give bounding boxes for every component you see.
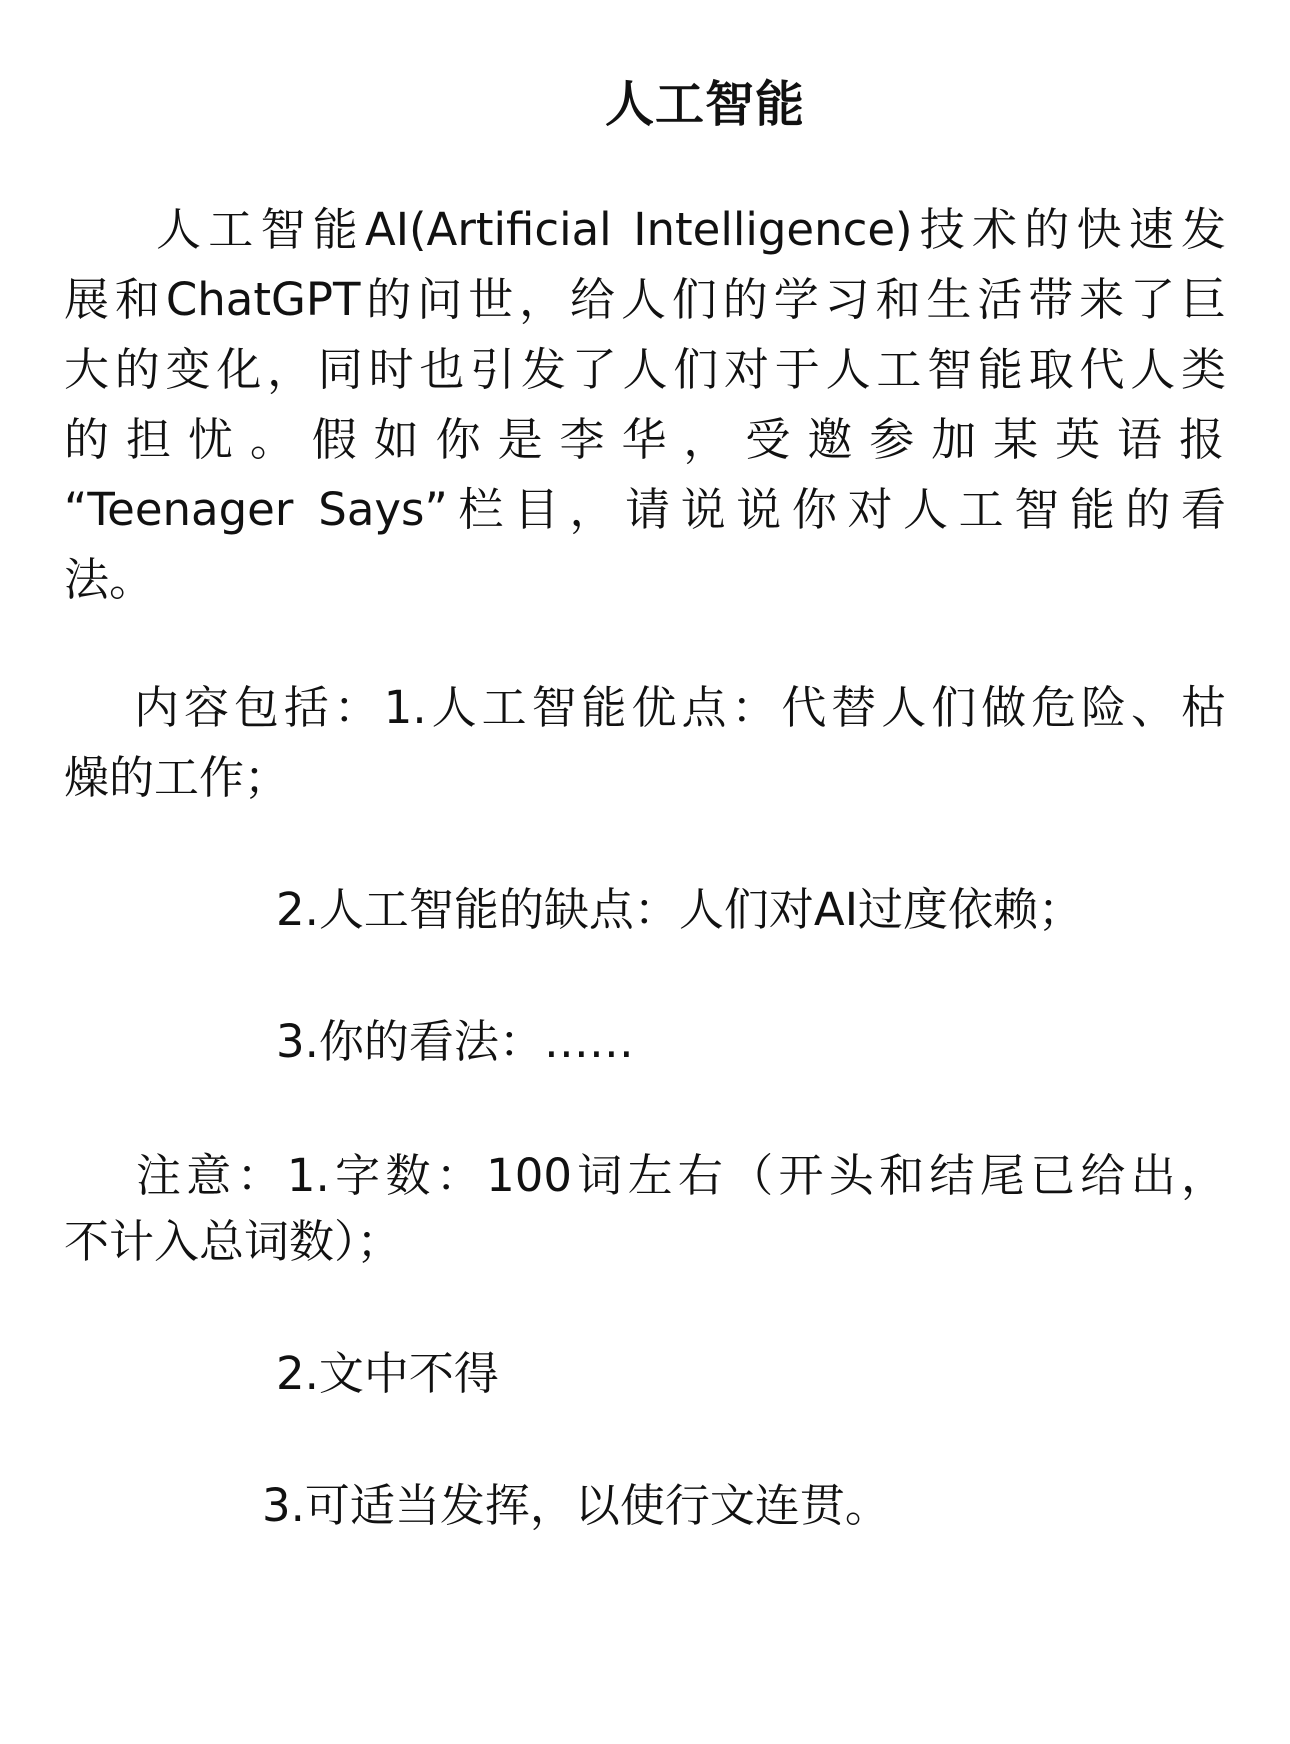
content-line-1: 内容包括：1.人工智能优点：代替人们做危险、枯 — [134, 681, 1226, 734]
note-line-2: 不计入总词数）； — [64, 1215, 402, 1268]
note-line-1: 注意：1.字数：100词左右（开头和结尾已给出， — [136, 1149, 1226, 1202]
prompt-line-1: 人工智能AI(Artificial Intelligence)技术的快速发 — [156, 203, 1226, 256]
prompt-line-6: 法。 — [64, 553, 155, 606]
content-line-2: 燥的工作； — [64, 751, 290, 804]
prompt-line-3: 大的变化，同时也引发了人们对于人工智能取代人类 — [64, 343, 1226, 396]
note-point-2: 2.文中不得 — [276, 1347, 499, 1400]
page-title: 人工智能 — [604, 76, 805, 133]
content-point-3: 3.你的看法：…… — [276, 1015, 634, 1068]
prompt-line-4: 的担忧。假如你是李华，受邀参加某英语报 — [64, 413, 1226, 466]
content-point-2: 2.人工智能的缺点：人们对AI过度依赖； — [276, 883, 1083, 936]
prompt-line-2: 展和ChatGPT的问世，给人们的学习和生活带来了巨 — [64, 273, 1226, 326]
note-point-3: 3.可适当发挥，以使行文连贯。 — [262, 1479, 890, 1532]
prompt-line-5: “Teenager Says”栏目，请说说你对人工智能的看 — [64, 483, 1226, 536]
